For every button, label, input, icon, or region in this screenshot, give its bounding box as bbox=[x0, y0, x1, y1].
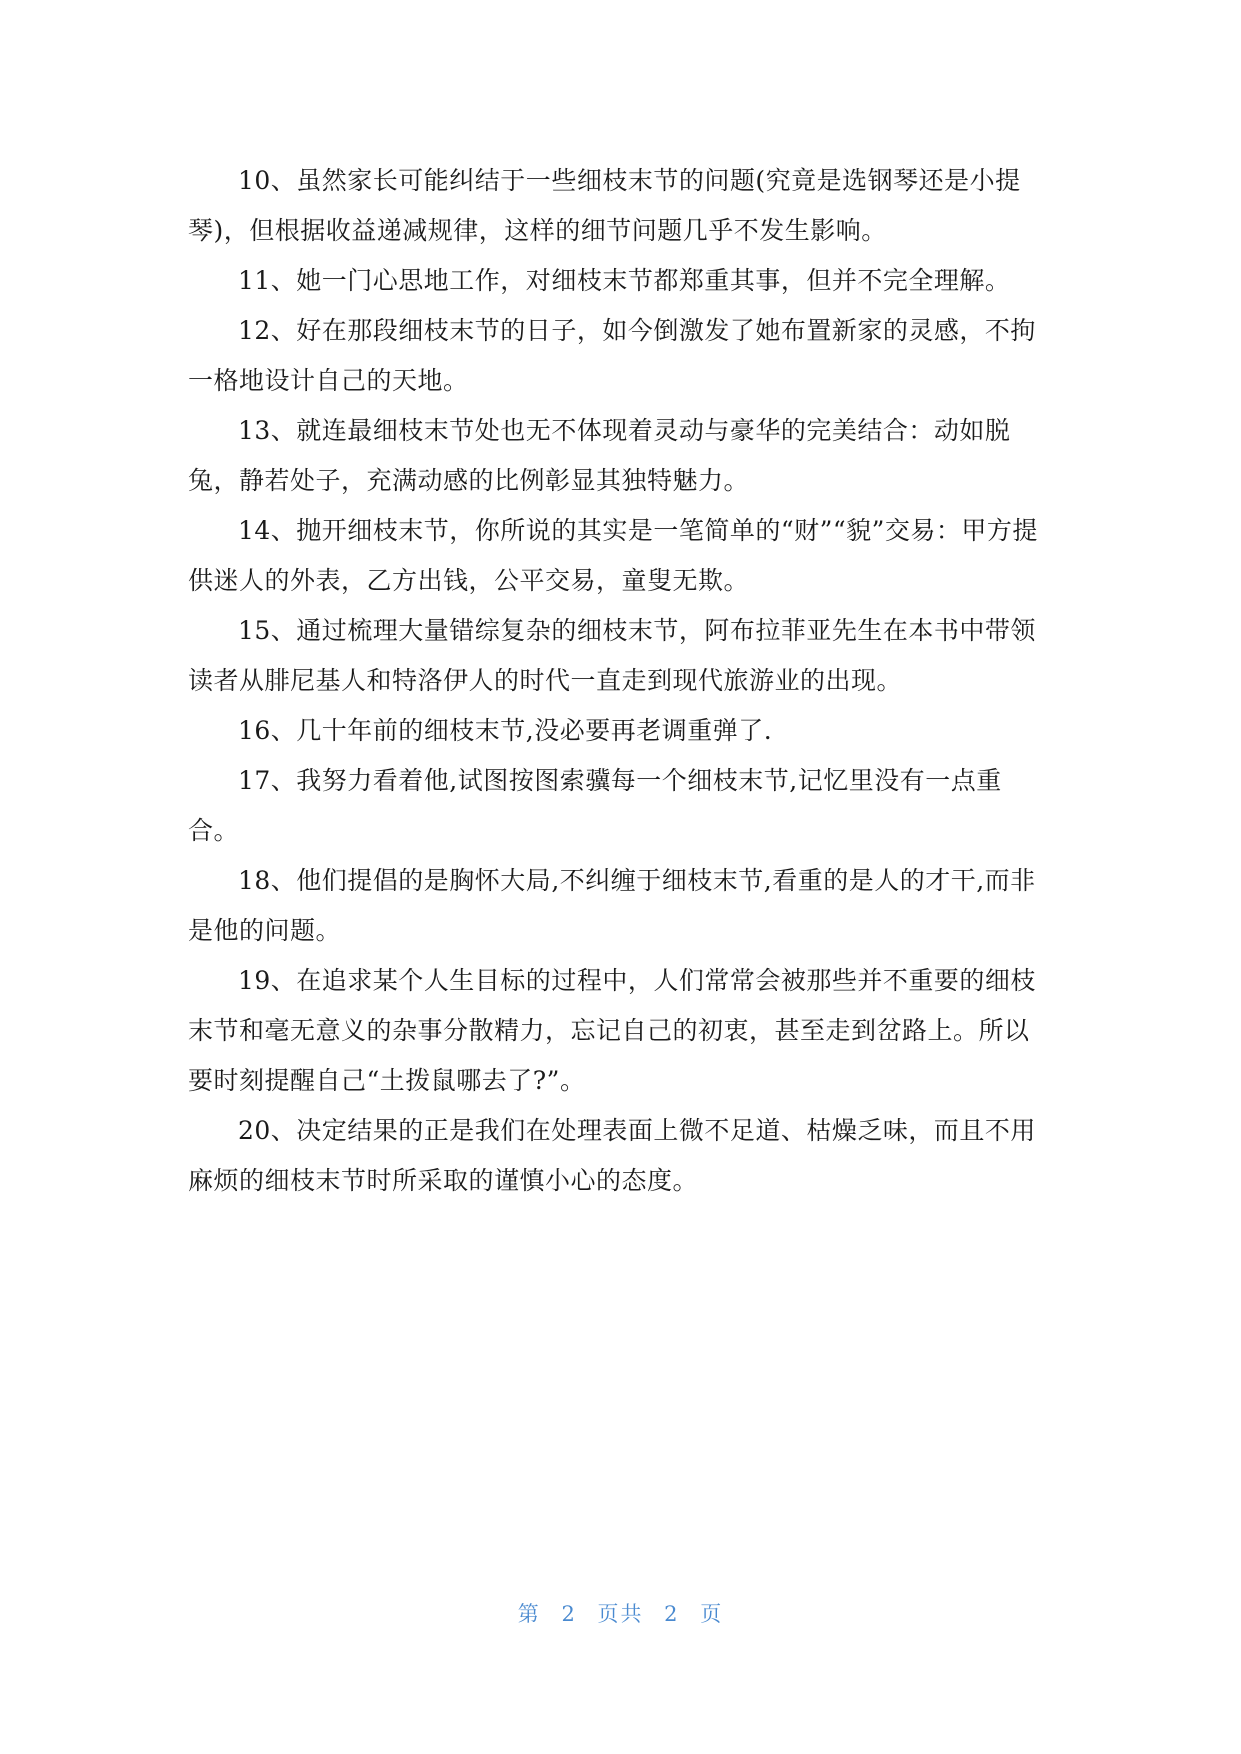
paragraph-13: 13、就连最细枝末节处也无不体现着灵动与豪华的完美结合：动如脱兔，静若处子，充满动感的比例彰显其独特魅力。 bbox=[188, 416, 1011, 495]
paragraph-17: 17、我努力看着他,试图按图索骥每一个细枝末节,记忆里没有一点重合。 bbox=[188, 766, 1002, 845]
paragraph-10: 10、虽然家长可能纠结于一些细枝末节的问题(究竟是选钢琴还是小提琴)，但根据收益递减规律，这样的细节问题几乎不发生影响。 bbox=[188, 166, 1021, 245]
paragraph-19: 19、在追求某个人生目标的过程中，人们常常会被那些并不重要的细枝末节和毫无意义的杂事分散精力，忘记自己的初衷，甚至走到岔路上。所以要时刻提醒自己“土拨鼠哪去了?”。 bbox=[188, 966, 1036, 1095]
paragraph-14: 14、抛开细枝末节，你所说的其实是一笔简单的“财”“貌”交易：甲方提供迷人的外表，乙方出钱，公平交易，童叟无欺。 bbox=[188, 516, 1038, 595]
paragraph-15: 15、通过梳理大量错综复杂的细枝末节，阿布拉菲亚先生在本书中带领读者从腓尼基人和特洛伊人的时代一直走到现代旅游业的出现。 bbox=[188, 616, 1036, 695]
paragraph-20: 20、决定结果的正是我们在处理表面上微不足道、枯燥乏味，而且不用麻烦的细枝末节时所采取的谨慎小心的态度。 bbox=[188, 1116, 1036, 1195]
paragraph-16: 16、几十年前的细枝末节,没必要再老调重弹了. bbox=[238, 716, 773, 745]
document-body bbox=[188, 156, 1050, 1206]
paragraph-18: 18、他们提倡的是胸怀大局,不纠缠于细枝末节,看重的是人的才干,而非是他的问题。 bbox=[188, 866, 1036, 945]
paragraph-12: 12、好在那段细枝末节的日子，如今倒激发了她布置新家的灵感，不拘一格地设计自己的天地。 bbox=[188, 316, 1036, 395]
page-number-footer: 第 2 页共 2 页 bbox=[517, 1602, 724, 1626]
paragraph-11: 11、她一门心思地工作，对细枝末节都郑重其事，但并不完全理解。 bbox=[238, 266, 1011, 295]
